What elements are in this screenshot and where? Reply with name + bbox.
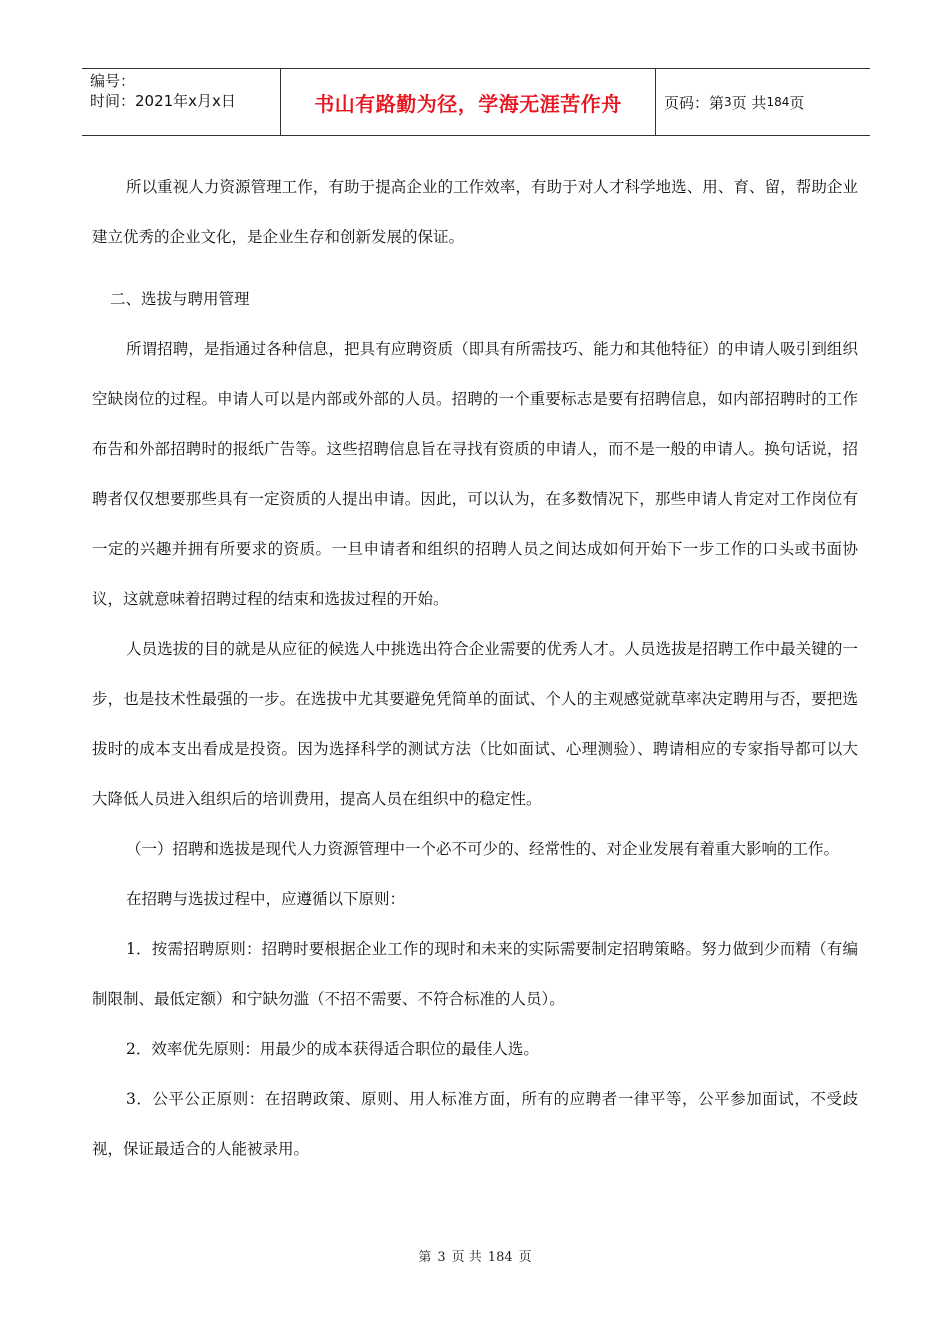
page-footer [0, 1246, 950, 1265]
document-body [92, 162, 858, 1174]
motto-text: 书山有路勤为径，学海无涯苦作舟 [314, 91, 622, 116]
footer-suffix: 页 [518, 1250, 532, 1265]
paragraph: 所以重视人力资源管理工作，有助于提高企业的工作效率，有助于对人才科学地选、用、育、留，帮助企业建立优秀的企业文化，是企业生存和创新发展的保证。 [92, 178, 858, 246]
page-suffix: 页 [789, 93, 805, 112]
paragraph: 人员选拔的目的就是从应征的候选人中挑选出符合企业需要的优秀人才。人员选拔是招聘工作中最关键的一步，也是技术性最强的一步。在选拔中尤其要避免凭简单的面试、个人的主观感觉就草率决定聘用与否，要把选拔时的成本支出看成是投资。因为选择科学的测试方法（比如面试、心理测验）、聘请相应的专家指导都可以大大降低人员进入组织后的培训费用，提高人员在组织中的稳定性。 [92, 640, 858, 808]
document-header [82, 68, 870, 136]
footer-current: 3 [437, 1250, 446, 1265]
footer-mid: 页 共 [451, 1250, 482, 1265]
page-mid: 页 共 [731, 93, 767, 112]
paragraph: 在招聘与选拔过程中，应遵循以下原则： [126, 890, 406, 908]
list-item: 1．按需招聘原则：招聘时要根据企业工作的现时和未来的实际需要制定招聘策略。努力做到少而精（有编制限制、最低定额）和宁缺勿滥（不招不需要、不符合标准的人员）。 [92, 940, 858, 1008]
footer-total: 184 [487, 1250, 513, 1265]
date-label: 时间：2021年x月x日 [90, 92, 236, 110]
section-heading: 二、选拔与聘用管理 [110, 290, 250, 308]
list-item: 3．公平公正原则：在招聘政策、原则、用人标准方面，所有的应聘者一律平等，公平参加面试，不受歧视，保证最适合的人能被录用。 [92, 1090, 858, 1158]
page-current: 3 [724, 95, 732, 109]
header-page-info [656, 69, 870, 135]
page-total: 184 [766, 95, 790, 109]
page-prefix: 页码：第 [664, 93, 725, 112]
paragraph: 所谓招聘，是指通过各种信息，把具有应聘资质（即具有所需技巧、能力和其他特征）的申请人吸引到组织空缺岗位的过程。申请人可以是内部或外部的人员。招聘的一个重要标志是要有招聘信息，如内部招聘时的工作布告和外部招聘时的报纸广告等。这些招聘信息旨在寻找有资质的申请人，而不是一般的申请人。换句话说，招聘者仅仅想要那些具有一定资质的人提出申请。因此，可以认为，在多数情况下，那些申请人肯定对工作岗位有一定的兴趣并拥有所要求的资质。一旦申请者和组织的招聘人员之间达成如何开始下一步工作的口头或书面协议，这就意味着招聘过程的结束和选拔过程的开始。 [92, 340, 858, 608]
paragraph: （一）招聘和选拔是现代人力资源管理中一个必不可少的、经常性的、对企业发展有着重大影响的工作。 [126, 840, 840, 858]
header-meta [82, 69, 281, 135]
list-item: 2．效率优先原则：用最少的成本获得适合职位的最佳人选。 [126, 1040, 539, 1058]
header-motto-cell [281, 69, 656, 135]
footer-prefix: 第 [418, 1250, 432, 1265]
number-label: 编号： [90, 72, 136, 90]
